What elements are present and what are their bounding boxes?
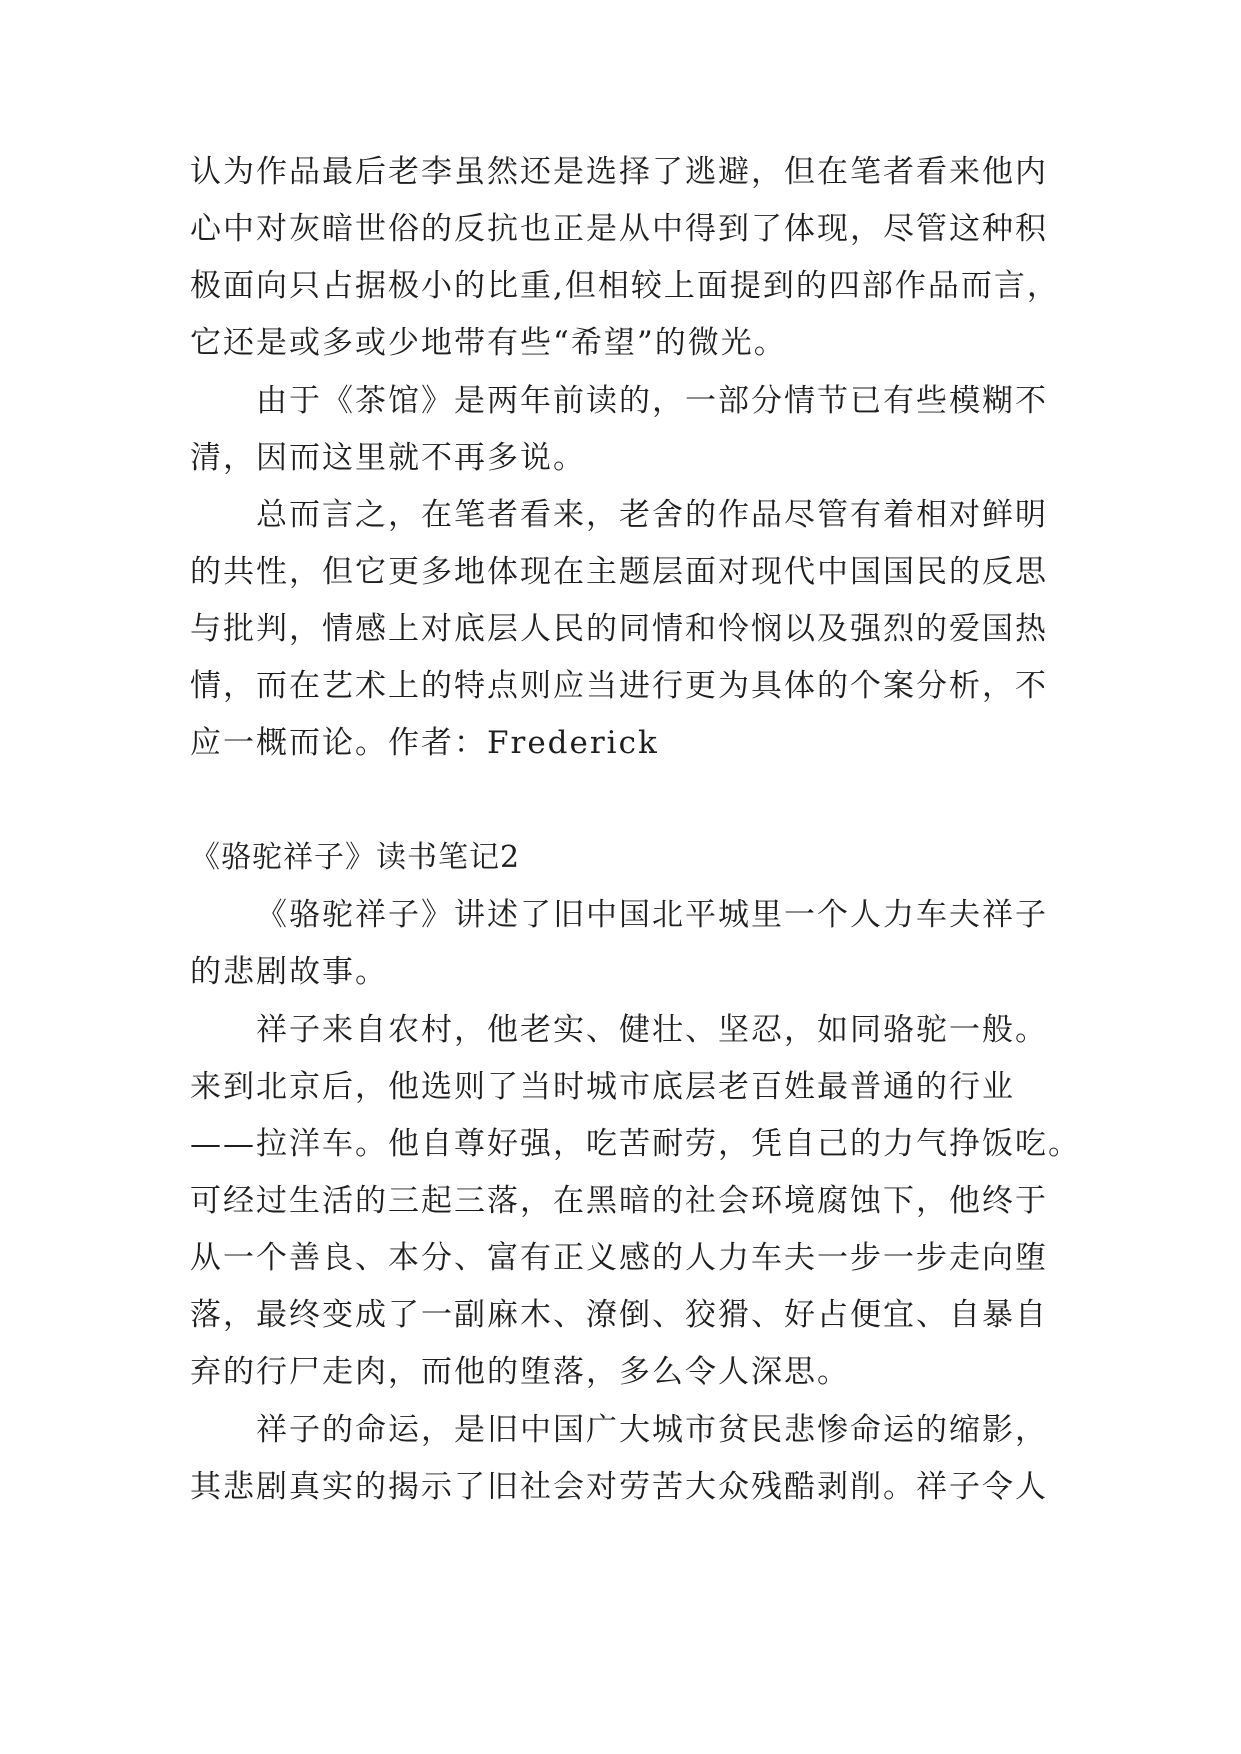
text-line: 从一个善良、本分、富有正义感的人力车夫一步一步走向堕 (190, 1240, 1048, 1276)
text-line: 应一概而论。作者：Frederick (190, 725, 659, 761)
paragraph-start: 祥子的命运，是旧中国广大城市贫民悲惨命运的缩影， (256, 1412, 1048, 1448)
section-heading: 《骆驼祥子》读书笔记2 (190, 840, 521, 875)
text-line: ——拉洋车。他自尊好强，吃苦耐劳，凭自己的力气挣饭吃。 (190, 1126, 1081, 1162)
text-line: 落，最终变成了一副麻木、潦倒、狡猾、好占便宜、自暴自 (190, 1297, 1048, 1333)
text-line: 的共性，但它更多地体现在主题层面对现代中国国民的反思 (190, 554, 1048, 590)
text-line: 它还是或多或少地带有些“希望”的微光。 (190, 325, 787, 361)
paragraph-start: 由于《茶馆》是两年前读的，一部分情节已有些模糊不 (256, 383, 1048, 419)
text-line: 与批判，情感上对底层人民的同情和怜悯以及强烈的爱国热 (190, 611, 1048, 647)
paragraph-start: 祥子来自农村，他老实、健壮、坚忍，如同骆驼一般。 (256, 1012, 1048, 1048)
text-line: 其悲剧真实的揭示了旧社会对劳苦大众残酷剥削。祥子令人 (190, 1469, 1048, 1505)
text-line: 极面向只占据极小的比重,但相较上面提到的四部作品而言， (190, 268, 1060, 304)
text-line: 的悲剧故事。 (190, 954, 388, 990)
paragraph-start: 总而言之，在笔者看来，老舍的作品尽管有着相对鲜明 (256, 497, 1048, 533)
text-line: 清，因而这里就不再多说。 (190, 440, 586, 476)
text-line: 认为作品最后老李虽然还是选择了逃避，但在笔者看来他内 (190, 154, 1048, 190)
text-line: 心中对灰暗世俗的反抗也正是从中得到了体现，尽管这种积 (190, 211, 1048, 247)
text-line: 情，而在艺术上的特点则应当进行更为具体的个案分析，不 (190, 668, 1048, 704)
text-line: 可经过生活的三起三落，在黑暗的社会环境腐蚀下，他终于 (190, 1183, 1048, 1219)
text-line: 来到北京后，他选则了当时城市底层老百姓最普通的行业 (190, 1069, 1015, 1105)
text-line: 弃的行尸走肉，而他的堕落，多么令人深思。 (190, 1354, 850, 1390)
paragraph-start: 《骆驼祥子》讲述了旧中国北平城里一个人力车夫祥子 (256, 897, 1048, 933)
